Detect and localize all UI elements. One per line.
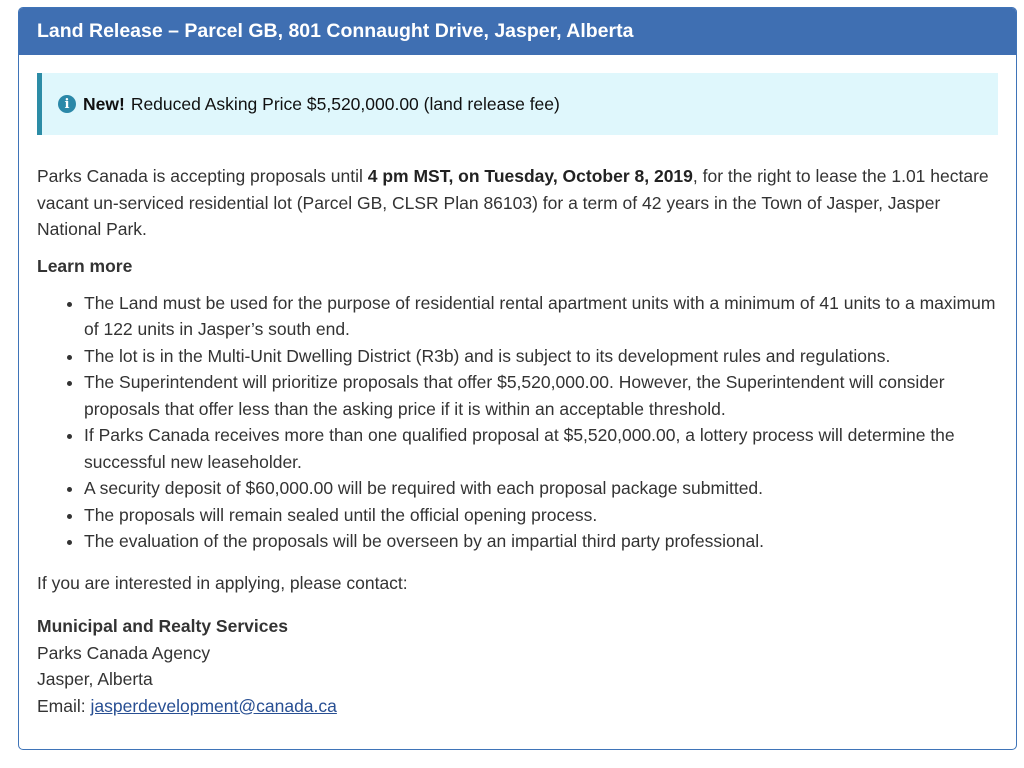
- contact-org: Municipal and Realty Services: [37, 616, 288, 636]
- intro-after: , for the right to lease the 1.01 hectare vacant un-serviced residential lot (Parcel GB, CLSR Plan 86103) for a term of 42 years in the Town of Jasper, Jasper National Park.: [37, 166, 989, 239]
- deadline-text: 4 pm MST, on Tuesday, October 8, 2019: [367, 166, 693, 186]
- info-icon: i: [58, 95, 76, 113]
- list-item: • A security deposit of $60,000.00 will be required with each proposal package submitted.: [84, 475, 998, 502]
- list-item: • The evaluation of the proposals will be overseen by an impartial third party professional.: [84, 528, 998, 555]
- list-item: • If Parks Canada receives more than one qualified proposal at $5,520,000.00, a lottery process will determine the successful new leaseholder.: [84, 422, 998, 475]
- list-item: • The Superintendent will prioritize proposals that offer $5,520,000.00. However, the Superintendent will consider proposals that offer less than the asking price if it is within an acceptable threshold.: [84, 369, 998, 422]
- land-release-panel: [18, 7, 1017, 750]
- contact-address: [37, 613, 998, 719]
- contact-intro: If you are interested in applying, please contact:: [37, 572, 408, 593]
- list-item: • The Land must be used for the purpose of residential rental apartment units with a minimum of 41 units to a maximum of 122 units in Jasper’s south end.: [84, 290, 998, 343]
- contact-email-line: [37, 693, 998, 720]
- contact-agency: Parks Canada Agency: [37, 642, 211, 663]
- alert-text: Reduced Asking Price $5,520,000.00 (land release fee): [130, 93, 560, 114]
- email-link[interactable]: jasperdevelopment@canada.ca: [90, 695, 337, 716]
- new-label: New!: [83, 93, 125, 114]
- contact-location: Jasper, Alberta: [37, 669, 153, 689]
- panel-title: Land Release – Parcel GB, 801 Connaught Drive, Jasper, Alberta: [19, 8, 1016, 55]
- panel-body: [19, 55, 1016, 719]
- learn-more-heading: Learn more: [37, 255, 133, 276]
- list-item: • The lot is in the Multi-Unit Dwelling District (R3b) and is subject to its development rules and regulations.: [84, 343, 998, 370]
- list-item: • The proposals will remain sealed until the official opening process.: [84, 502, 998, 529]
- intro-before: Parks Canada is accepting proposals until: [37, 166, 368, 186]
- learn-more-list: [37, 290, 998, 555]
- price-alert: [37, 73, 998, 135]
- intro-paragraph: [37, 163, 998, 243]
- email-label: Email:: [37, 695, 91, 716]
